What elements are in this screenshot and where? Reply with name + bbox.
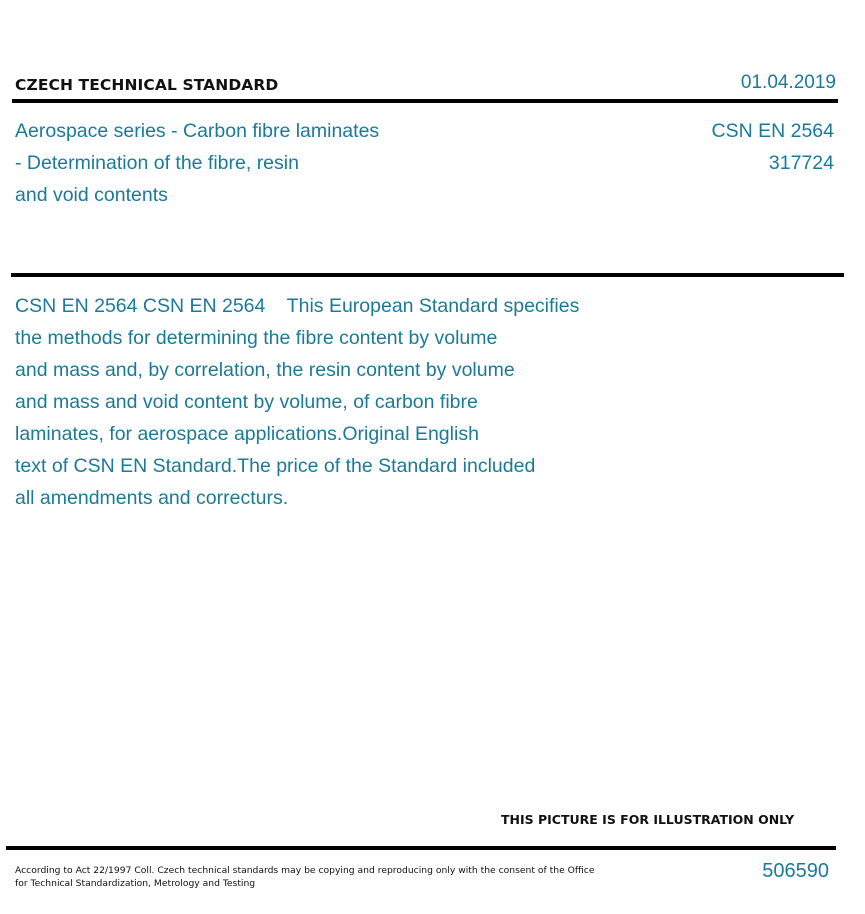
legal-notice-line: According to Act 22/1997 Coll. Czech technical standards may be copying and reproducing only with the consent of the Office: [15, 865, 595, 876]
section-divider: [11, 273, 844, 277]
document-heading: CZECH TECHNICAL STANDARD: [15, 76, 279, 94]
header-divider: [12, 99, 838, 103]
description-line: CSN EN 2564 CSN EN 2564 This European Standard specifies: [15, 295, 580, 317]
description-line: and mass and, by correlation, the resin content by volume: [15, 359, 515, 381]
standard-code: CSN EN 2564: [711, 120, 834, 142]
legal-notice: [15, 864, 594, 890]
standard-identifiers: [712, 115, 834, 179]
description-line: all amendments and correcturs.: [15, 487, 289, 509]
catalog-number: 506590: [762, 860, 829, 882]
standard-title-line: - Determination of the fibre, resin: [15, 152, 299, 174]
description-line: text of CSN EN Standard.The price of the Standard included: [15, 455, 536, 477]
standard-description: [15, 290, 579, 514]
illustration-disclaimer: THIS PICTURE IS FOR ILLUSTRATION ONLY: [501, 812, 795, 827]
legal-notice-line: for Technical Standardization, Metrology and Testing: [15, 878, 256, 889]
description-line: laminates, for aerospace applications.Original English: [15, 423, 479, 445]
description-line: the methods for determining the fibre content by volume: [15, 327, 498, 349]
footer-divider: [6, 846, 836, 850]
standard-number: 317724: [768, 152, 834, 174]
standard-title-line: Aerospace series - Carbon fibre laminates: [15, 120, 380, 142]
standard-title: [15, 115, 379, 211]
standard-title-line: and void contents: [15, 184, 168, 206]
description-line: and mass and void content by volume, of carbon fibre: [15, 391, 478, 413]
issue-date: 01.04.2019: [740, 72, 836, 93]
